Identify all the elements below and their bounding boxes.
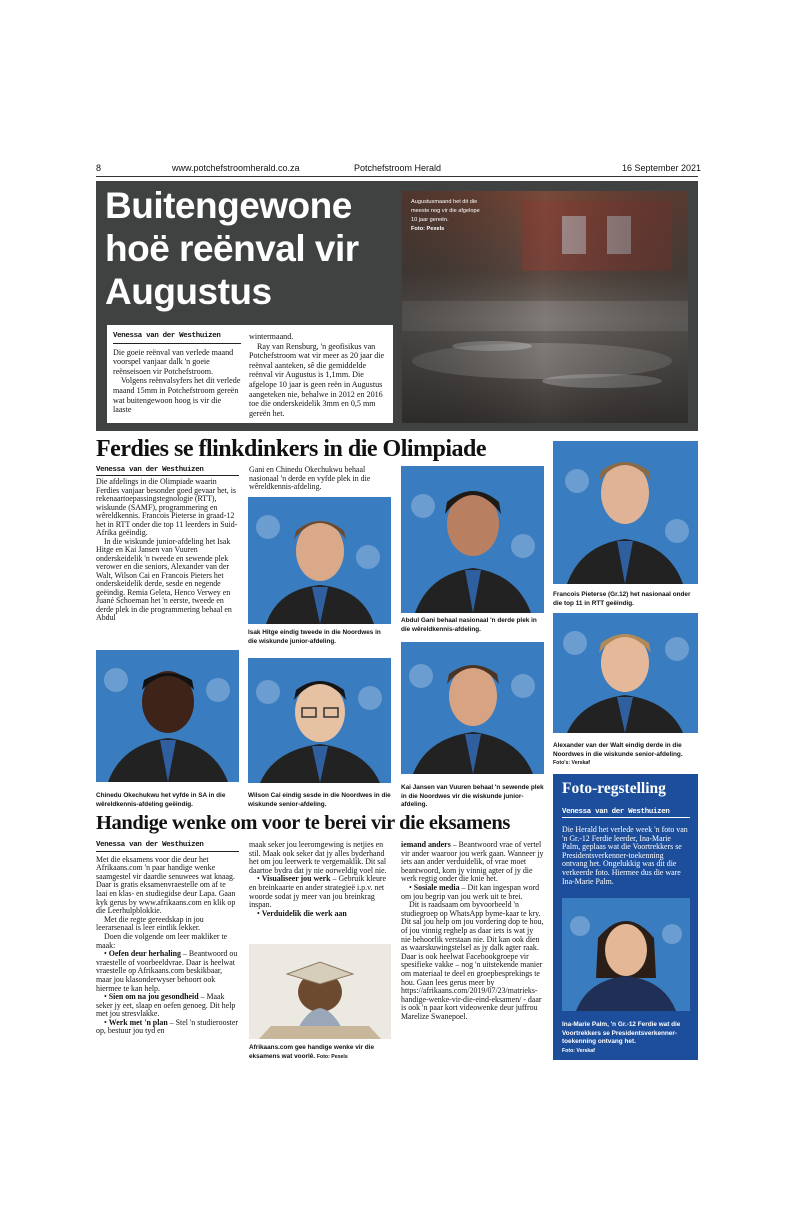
paragraph: Met die eksamens voor die deur het Afrikaans.com 'n paar handige wenke saamgestel vir daardie senuwees wat knaag. Daar is gratis eksamenvraestelle om af te laai en klas- en studiegidse deur Lapa. Gaan kyk gerus by www.afrikaans.com en klik op die Leerhulpblokkie.	[96, 854, 236, 916]
photo-francois	[553, 441, 698, 584]
paragraph: Die goeie reënval van verlede maand voorspel vanjaar dalk 'n goeie reënseisoen vir Potchefstroom.	[113, 347, 234, 376]
byline: Venessa van der Westhuizen	[96, 466, 239, 476]
caption-chinedu: Chinedu Okechukwu het vyfde in SA in die wêreldkennis-afdeling geëindig.	[96, 792, 226, 808]
rain-headline	[105, 184, 395, 313]
issue-date: 16 September 2021	[622, 163, 702, 173]
headline-line-2: hoë reënval vir	[105, 228, 359, 269]
exam-tips-headline: Handige wenke om voor te berei vir die eksamens	[96, 812, 510, 834]
bullet-text: – Maak seker jy eet, slaap en oefen genoeg. Dit help met jou stresvlakke.	[96, 992, 236, 1019]
photo-alexander	[553, 613, 698, 733]
bullet-head: Werk met 'n plan	[108, 1017, 168, 1027]
photo-credit: Foto's: Verskaf	[553, 760, 590, 766]
correction-caption	[562, 1021, 694, 1055]
page-number: 8	[96, 163, 102, 173]
byline: Venessa van der Westhuizen	[96, 841, 239, 852]
rain-column-1	[113, 332, 241, 415]
paragraph: Met die regte gereedskap in jou leerarsenaal is leer eintlik lekker.	[96, 914, 204, 933]
rain-column-2	[249, 332, 389, 418]
paragraph: Ray van Rensburg, 'n geofisikus van Potchefstroom wat vir meer as 20 jaar die reënval aanteken, sê die gemiddelde reënval vir Augustus is 1,1mm. Die afgelope 10 jaar is geen reën in Augustus aangeteken nie, behalwe in 2012 en 2016 toe die onderskeidelik 3mm en 0,5 mm gereën het.	[249, 341, 385, 418]
paragraph: In die wiskunde junior-afdeling het Isak Hitge en Kai Jansen van Vuuren onderskeidelik 'n tweede en sewende plek verower en die seniors, Alexander van der Walt, Wilson Cai en Francois Pieters het onderskeidelik derde, sesde en negende geëindig. Remia Geleta, Henco Verwey en Juané Schoeman het 'n eerste, tweede en derde plek in die programmering behaal en Abdul	[96, 536, 232, 622]
exam-column-1	[96, 841, 239, 1036]
paragraph: Dit is raadsaam om byvoorbeeld 'n studiegroep op WhatsApp byme-kaar te kry. Dit sal jou help om jou vordering dop te hou, of jou vinnig reghelp as daar iets is wat jy nie behoorlik verstaan nie. Dit kan ook dien as waarskuwingstelsel as jy dalk agter raak. Daar is ook heelwat Facebookgroepe vir spesifieke vakke – nog 'n uitstekende manier om materiaal te deel en groepbesprekings te hou. Gaan lees gerus meer by https://afrikaans.com/2019/07/23/matrieks-handige-wenke-vir-die-eind-eksamen/ - daar is ook 'n paar kort videowenke deur juffrou Marelize Swanepoel.	[401, 900, 544, 1021]
bullet-text: – Beantwoord vrae of vertel vir ander waaroor jou werk gaan. Wanneer jy iets aan ander verduidelik, of vrae moet beantwoord, kom jy vinnig agter of jy die werk regtig onder die knie het.	[401, 840, 544, 884]
bullet: • Werk met 'n plan – Stel 'n studierooster op, bestuur jou tyd en	[96, 1017, 238, 1036]
photo-credit: Foto: Pexels	[316, 1053, 348, 1060]
paragraph: maak seker jou leeromgewing is netjies en stil. Maak ook seker dat jy alles byderhand het om jou leerwerk te vergemaklik. Dit sal daartoe bydra dat jy nie oorweldig voel nie.	[249, 840, 387, 875]
bullet-head: Oefen deur herhaling	[108, 949, 181, 959]
olympiad-column-2	[249, 466, 391, 492]
caption-abdul: Abdul Gani behaal nasionaal 'n derde plek in die wêreldkennis-afdeling.	[401, 617, 537, 633]
photo-credit: Foto: Verskaf	[562, 1047, 595, 1054]
rain-photo-caption	[411, 198, 481, 234]
caption-alexander	[553, 742, 698, 768]
paragraph: Die afdelings in die Olimpiade waarin Ferdies vanjaar besonder goed gevaar het, is rekenaartoepassingstegnologie (RTT), wiskunde (SAMF), programmering en wêreldkennis. Francois Pieterse in graad-12 het in RTT onder die top 11 leerders in Suid-Afrika geëindig.	[96, 477, 238, 537]
exam-photo-caption	[249, 1044, 394, 1061]
caption-text: Augustusmaand het dit die meeste nog vir die afgelope 10 jaar gereën.	[411, 199, 480, 223]
photo-isak	[248, 497, 391, 624]
bullet: • Oefen deur herhaling – Beantwoord ou vraestelle of voorbeeldvrae. Daar is heelwat vraestelle op Afrikaans.com beskikbaar, maar jou klasonderwyser behoort ook hiermee te kan help.	[96, 949, 238, 993]
bullet-head: iemand anders	[401, 840, 451, 849]
correction-text: Die Herald het verlede week 'n foto van 'n Gr.-12 Ferdie leerder, Ina-Marie Palm, geplaas wat die Voortrekkers se Presidentsverkenner-toekenning ontvang het. Ongelukkig was dit die verkeerde foto. Hiermee dus die ware Ina-Marie Palm.	[562, 825, 688, 886]
paper-name: Potchefstroom Herald	[354, 163, 442, 173]
photo-wilson	[248, 658, 391, 783]
exam-column-3	[401, 841, 544, 1021]
paragraph: Volgens reënvalsyfers het dit verlede maand 15mm in Potchefstroom gereën wat buitengewoon hoog is vir die laaste	[113, 376, 241, 415]
caption-francois: Francois Pieterse (Gr.12) het nasionaal onder die top 11 in RTT geëindig.	[553, 591, 691, 607]
caption-isak: Isak Hitge eindig tweede in die Noordwes in die wiskunde junior-afdeling.	[248, 629, 381, 645]
caption-text: Ina-Marie Palm, 'n Gr.-12 Ferdie wat die Voortrekkers se Presidentsverkenner-toekenning ontvang het.	[562, 1021, 681, 1045]
website[interactable]: www.potchefstroomherald.co.za	[172, 163, 300, 173]
correction-byline: Venessa van der Westhuizen	[562, 808, 690, 818]
photo-chinedu	[96, 650, 239, 782]
photo-credit: Foto: Pexels	[411, 226, 445, 232]
bullet-head: Verduidelik die werk aan	[261, 908, 347, 918]
photo-kai	[401, 642, 544, 774]
paragraph: Gani en Chinedu Okechukwu behaal nasionaal 'n derde en vyfde plek in die wêreldkennis-afdeling.	[249, 465, 371, 491]
caption-kai: Kai Jansen van Vuuren behaal 'n sewende plek in die Noordwes vir die wiskunde junior-afdeling.	[401, 784, 544, 808]
header-rule	[96, 176, 698, 177]
caption-text: Afrikaans.com gee handige wenke vir die eksamens wat voorlê.	[249, 1044, 375, 1060]
exam-column-2	[249, 841, 391, 918]
photo-ina-marie	[562, 898, 690, 1011]
byline: Venessa van der Westhuizen	[113, 332, 241, 344]
bullet: • Sosiale media – Dit kan ingespan word om jou begrip van jou werk uit te brei.	[401, 882, 540, 901]
bullet-text: – Stel 'n studierooster op, bestuur jou tyd en	[96, 1017, 238, 1036]
bullet-head: Sien om na jou gesondheid	[108, 992, 199, 1002]
paragraph: Doen die volgende om leer makliker te maak:	[96, 931, 228, 950]
olympiad-headline: Ferdies se flinkdinkers in die Olimpiade	[96, 436, 487, 462]
paragraph	[401, 841, 544, 884]
paragraph: wintermaand.	[249, 332, 294, 341]
caption-wilson: Wilson Cai eindig sesde in die Noordwes in die wiskunde senior-afdeling.	[248, 792, 391, 808]
bullet-text: – Dit kan ingespan word om jou begrip van jou werk uit te brei.	[401, 882, 540, 901]
bullet-head: Visualiseer jou werk	[261, 874, 331, 884]
bullet-text: – Beantwoord ou vraestelle of voorbeeldvrae. Daar is heelwat vraestelle op Afrikaans.com beskikbaar, maar jou klasonderwyser behoort ook hiermee te kan help.	[96, 949, 238, 993]
bullet: • Sien om na jou gesondheid – Maak seker jy eet, slaap en oefen genoeg. Dit help met jou stresvlakke.	[96, 992, 236, 1019]
bullet-text: – Gebruik kleure en breinkaarte en ander strategieë i.p.v. net woorde sodat jy meer van jou breinkrag inspan.	[249, 874, 387, 910]
headline-line-1: Buitengewone	[105, 185, 352, 226]
exam-photo	[249, 944, 391, 1039]
olympiad-column-1	[96, 478, 239, 623]
headline-line-3: Augustus	[105, 271, 272, 312]
photo-abdul	[401, 466, 544, 613]
bullet-head: Sosiale media	[413, 882, 460, 892]
correction-title: Foto-regstelling	[562, 780, 666, 797]
bullet: • Verduidelik die werk aan	[257, 908, 347, 918]
caption-text: Alexander van der Walt eindig derde in die Noordwes in die wiskunde senior-afdeling.	[553, 742, 683, 758]
bullet: • Visualiseer jou werk – Gebruik kleure en breinkaarte en ander strategieë i.p.v. net woorde sodat jy meer van jou breinkrag inspan.	[249, 874, 387, 910]
